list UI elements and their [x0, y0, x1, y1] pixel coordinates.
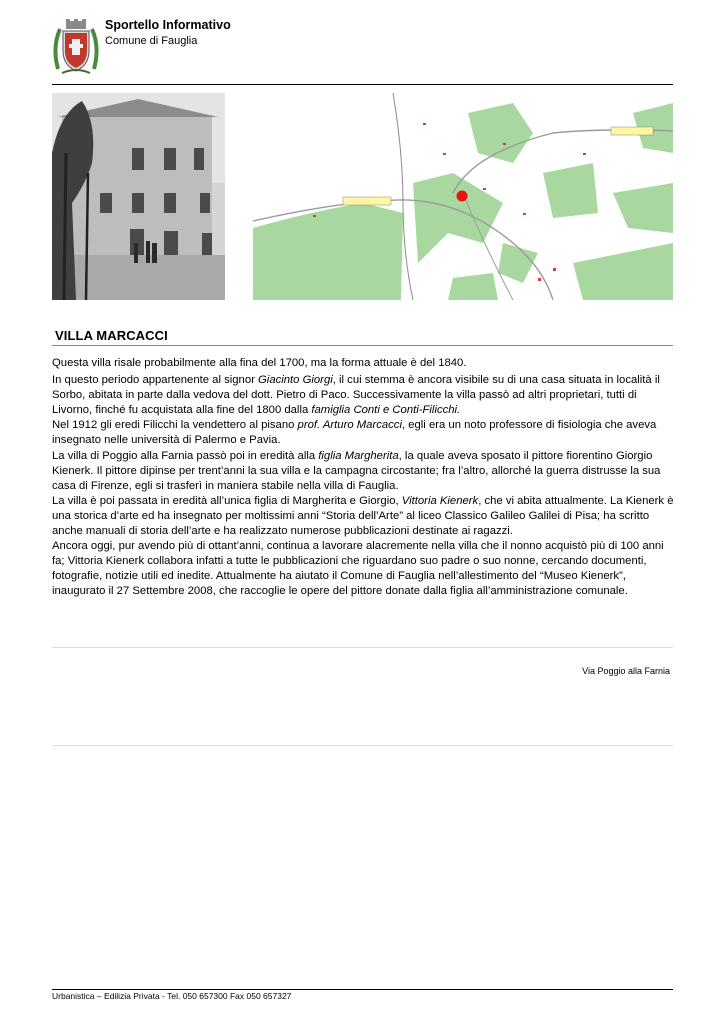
paragraph-marcacci: Nel 1912 gli eredi Filicchi la vendettero al pisano prof. Arturo Marcacci, egli era un noto professore di fisiologia che aveva insegnato nelle università di Palermo e Pavia.: [52, 419, 657, 447]
villa-location-marker: [457, 191, 468, 202]
header-org-name: Sportello Informativo: [105, 18, 231, 32]
page-title: VILLA MARCACCI: [55, 328, 168, 343]
footer-divider: [52, 989, 673, 990]
footer-contact: Urbanistica – Edilizia Privata - Tel. 050 657300 Fax 050 657327: [52, 991, 292, 1001]
header-municipality: Comune di Fauglia: [105, 35, 198, 47]
municipal-crest-logo: [52, 17, 100, 77]
page-header: [52, 17, 673, 85]
title-divider: [52, 345, 673, 346]
section-divider: [52, 647, 673, 648]
location-map: [253, 93, 673, 300]
paragraph-museum: Ancora oggi, pur avendo più di ottant’anni, continua a lavorare alacremente nella villa che il nonno acquistò più di 100 anni fa; Vittoria Kienerk collabora infatti a tutte le pubblicazioni che riguardano suo padre o suo nonne, cercando documenti, fotografie, notizie utili ed inedite. Attualmente ha aiutato il Comune di Fauglia nell’allestimento del “Museo Kienerk”, inaugurato il 27 Settembre 2008, che raccoglie le opere del pittore donate dalla figlia all’amministrazione comunale.: [52, 540, 664, 598]
paragraph-history: In questo periodo appartenente al signor Giacinto Giorgi, il cui stemma è ancora visibile su di una casa situata in località il Sorbo, abitata in parte dalla vedova del dott. Pietro di Paco. Successivamente la villa passò ad altri proprietari, tutti di Livorno, finché fu acquistata alla fine del 1800 dalla famiglia Conti e Conti-Filicchi.: [52, 374, 660, 417]
paragraph-margherita: La villa di Poggio alla Farnia passò poi in eredità alla figlia Margherita, la quale aveva sposato il pittore fiorentino Giorgio Kienerk. Il pittore dipinse per trent’anni la sua villa e la campagna circostante; fra l’altro, allorché la guerra distrusse la sua casa di Firenze, egli si trasferì in maniera stabile nella villa di Fauglia.: [52, 449, 661, 492]
header-divider: [52, 84, 673, 85]
section-divider: [52, 745, 673, 746]
article-body: [52, 356, 677, 600]
address-label: Via Poggio alla Farnia: [582, 666, 670, 676]
paragraph-vittoria: La villa è poi passata in eredità all’unica figlia di Margherita e Giorgio, Vittoria Kienerk, che vi abita attualmente. La Kienerk è una storica d’arte ed ha insegnato per moltissimi anni “Storia dell’Arte” al liceo Classico Galileo Galilei di Pisa; ha scritto anche manuali di storia dell’arte e ha realizzato numerose pubblicazioni destinate ai ragazzi.: [52, 494, 674, 538]
intro-paragraph: Questa villa risale probabilmente alla fina del 1700, ma la forma attuale è del 1840.: [52, 357, 467, 369]
villa-photo: [52, 93, 225, 300]
